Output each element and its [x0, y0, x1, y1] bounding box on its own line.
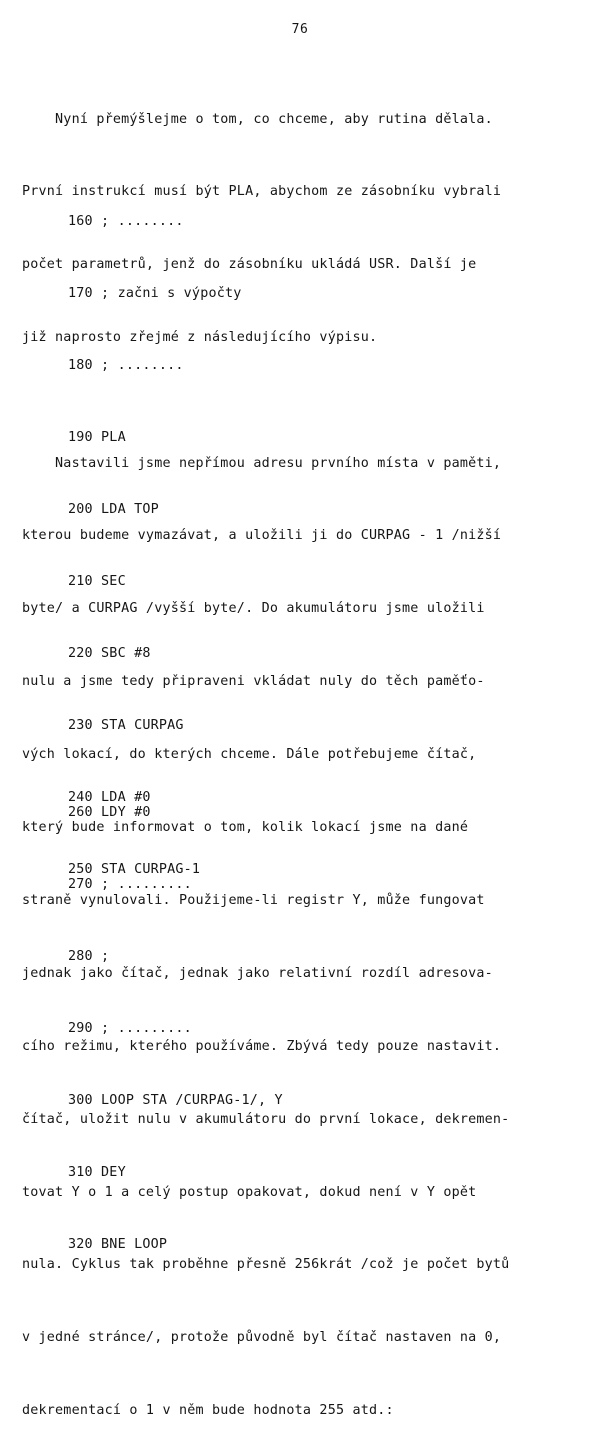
text-line: který bude informovat o tom, kolik lokací jsme na dané: [22, 820, 469, 836]
code-line: 220 SBC #8: [68, 646, 151, 661]
code-line: 190 PLA: [68, 430, 126, 445]
text-line: kterou budeme vymazávat, a uložili ji do CURPAG - 1 /nižší: [22, 528, 502, 544]
text-line: Nyní přemýšlejme o tom, co chceme, aby rutina dělala.: [22, 111, 493, 127]
code-line: 170 ; začni s výpočty: [68, 286, 242, 301]
text-line: straně vynulovali. Použijeme-li registr Y, může fungovat: [22, 892, 485, 908]
text-line: vých lokací, do kterých chceme. Dále potřebujeme čítač,: [22, 747, 477, 763]
code-line: 320 BNE LOOP: [68, 1237, 168, 1252]
code-line: 300 LOOP STA /CURPAG-1/, Y: [68, 1093, 283, 1108]
code-line: 250 STA CURPAG-1: [68, 862, 201, 877]
code-line: 260 LDY #0: [68, 805, 151, 820]
code-line: 280 ;: [68, 949, 110, 964]
code-line: 230 STA CURPAG: [68, 718, 184, 733]
text-line: jednak jako čítač, jednak jako relativní rozdíl adresova-: [22, 965, 493, 981]
code-line: 240 LDA #0: [68, 790, 151, 805]
text-line: čítač, uložit nulu v akumulátoru do první lokace, dekremen-: [22, 1111, 510, 1127]
text-line: tovat Y o 1 a celý postup opakovat, dokud není v Y opět: [22, 1184, 477, 1200]
code-line: 210 SEC: [68, 574, 126, 589]
text-line: nulu a jsme tedy připraveni vkládat nuly do těch paměťo-: [22, 674, 485, 690]
code-line: 180 ; ........: [68, 358, 184, 373]
text-line: Nastavili jsme nepřímou adresu prvního místa v paměti,: [22, 455, 502, 471]
code-line: 200 LDA TOP: [68, 502, 159, 517]
text-line: dekrementací o 1 v něm bude hodnota 255 atd.:: [22, 1403, 394, 1419]
page-number: 76: [291, 22, 309, 37]
text-line: byte/ a CURPAG /vyšší byte/. Do akumulátoru jsme uložili: [22, 601, 485, 617]
text-line: nula. Cyklus tak proběhne přesně 256krát /což je počet bytů: [22, 1257, 510, 1273]
text-line: v jedné stránce/, protože původně byl čítač nastaven na 0,: [22, 1330, 502, 1346]
text-line: počet parametrů, jenž do zásobníku ukládá USR. Další je: [22, 257, 477, 273]
code-line: 160 ; ........: [68, 214, 184, 229]
code-line: 310 DEY: [68, 1165, 126, 1180]
text-line: První instrukcí musí být PLA, abychom ze zásobníku vybrali: [22, 184, 502, 200]
code-listing-2: [68, 753, 468, 1281]
text-line: již naprosto zřejmé z následujícího výpisu.: [22, 330, 378, 346]
text-line: cího režimu, kterého používáme. Zbývá tedy pouze nastavit.: [22, 1038, 502, 1054]
code-line: 290 ; .........: [68, 1021, 192, 1036]
code-line: 270 ; .........: [68, 877, 192, 892]
